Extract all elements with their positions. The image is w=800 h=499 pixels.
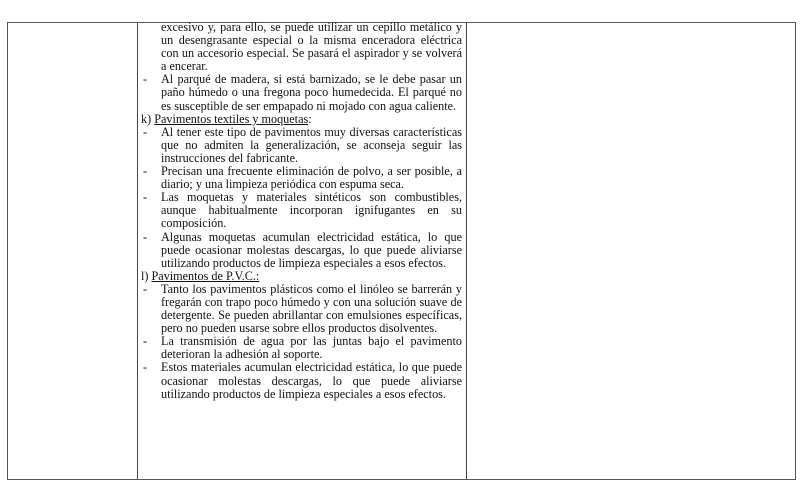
column-divider (466, 23, 467, 479)
list-item: - Estos materiales acumulan electricidad estática, lo que puede ocasionar molestas descargas, lo que puede aliviarse utilizando productos de limpieza especiales a esos efectos. (143, 360, 462, 401)
list-item: - Algunas moquetas acumulan electricidad estática, lo que puede ocasionar molestas descargas, lo que puede aliviarse utilizando productos de limpieza especiales a esos efectos. (143, 229, 462, 270)
list-item: - Las moquetas y materiales sintéticos son combustibles, aunque habitualmente incorporan ignifugantes en su composición. (143, 190, 462, 231)
column-divider (137, 23, 138, 479)
section-heading-k: k) Pavimentos textiles y moquetas: (141, 111, 312, 126)
list-item: - Al tener este tipo de pavimentos muy diversas características que no admiten la generalización, se aconseja seguir las instrucciones del fabricante. (143, 124, 462, 165)
section-heading-l: l) Pavimentos de P.V.C.: (141, 268, 260, 283)
bullet: - (143, 72, 148, 87)
list-item: - Al parqué de madera, si está barnizado, se le debe pasar un paño húmedo o una fregona poco humedecida. El parqué no es susceptible de ser empapado ni mojado con agua caliente. (143, 72, 462, 113)
continued-paragraph: excesivo y, para ello, se puede utilizar un cepillo metálico y un desengrasante especial o la misma enceradora eléctrica con un accesorio especial. Se pasará el aspirador y se volverá a encerar. (161, 20, 462, 74)
list-item: - Tanto los pavimentos plásticos como el linóleo se barrerán y fregarán con trapo poco húmedo y con una solución suave de detergente. Se pueden abrillantar con emulsiones específicas, pero no pueden usarse sobre ellos productos disolventes. (143, 281, 462, 336)
middle-column-content (141, 21, 462, 401)
list-item: - Precisan una frecuente eliminación de polvo, a ser posible, a diario; y una limpieza periódica con espuma seca. (143, 164, 462, 192)
list-item: - La transmisión de agua por las juntas bajo el pavimento deterioran la adhesión al soporte. (143, 334, 462, 362)
